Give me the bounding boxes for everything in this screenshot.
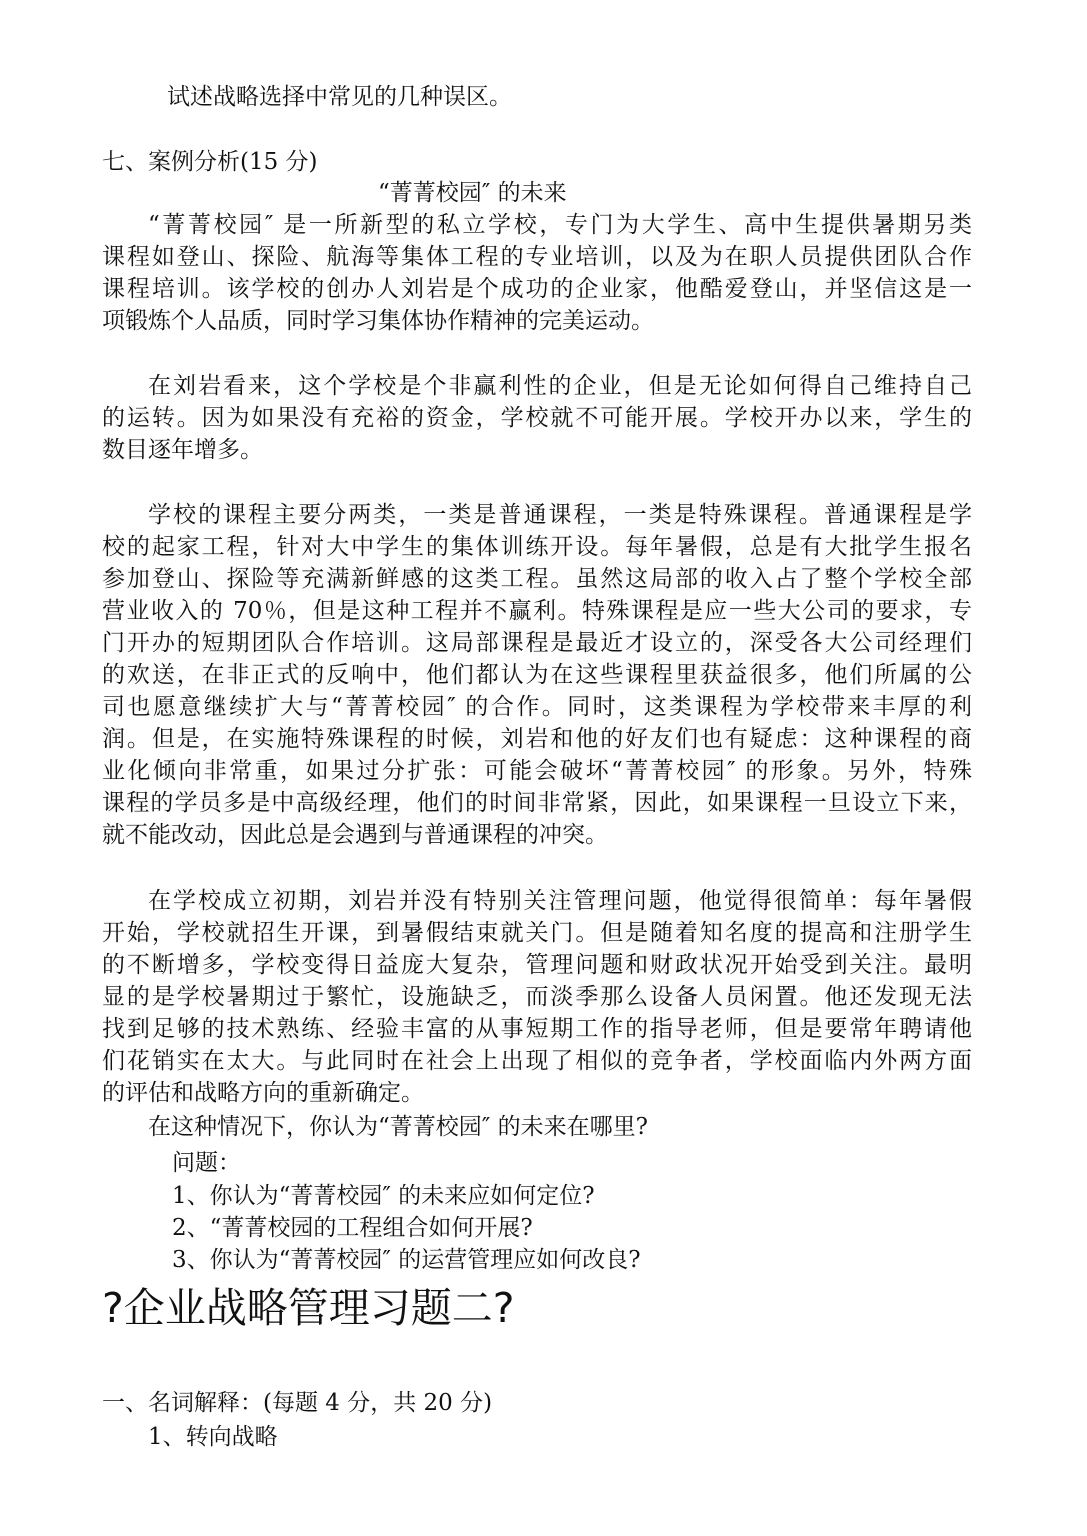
paragraph-3-line-4: 营业收入的 70％，但是这种工程并不赢利。特殊课程是应一些大公司的要求，专	[102, 598, 972, 624]
closing-question: 在这种情况下，你认为“菁菁校园″ 的未来在哪里?	[148, 1114, 648, 1140]
question-2: 2、“菁菁校园的工程组合如何开展?	[172, 1215, 533, 1241]
paragraph-3-line-5: 门开办的短期团队合作培训。这局部课程是最近才设立的，深受各大公司经理们	[102, 630, 972, 656]
paragraph-3-line-2: 校的起家工程，针对大中学生的集体训练开设。每年暑假，总是有大批学生报名	[102, 534, 972, 560]
paragraph-4-line-6: 们花销实在太大。与此同时在社会上出现了相似的竞争者，学校面临内外两方面	[102, 1048, 972, 1074]
question-1: 1、你认为“菁菁校园″ 的未来应如何定位?	[172, 1183, 595, 1209]
paragraph-2-line-1: 在刘岩看来，这个学校是个非赢利性的企业，但是无论如何得自己维持自己	[148, 373, 972, 399]
paragraph-4-line-7: 的评估和战略方向的重新确定。	[102, 1080, 424, 1106]
paragraph-3-line-9: 业化倾向非常重，如果过分扩张：可能会破坏“菁菁校园″ 的形象。另外，特殊	[102, 758, 972, 784]
paragraph-3-line-10: 课程的学员多是中高级经理，他们的时间非常紧，因此，如果课程一旦设立下来，	[102, 790, 972, 816]
review-question-line: 试述战略选择中常见的几种误区。	[167, 84, 512, 110]
exercise-2-title: ?企业战略管理习题二?	[102, 1284, 515, 1332]
paragraph-4-line-5: 找到足够的技术熟练、经验丰富的从事短期工作的指导老师，但是要常年聘请他	[102, 1016, 972, 1042]
section-1-heading: 一、名词解释：(每题 4 分，共 20 分)	[102, 1390, 493, 1416]
section-7-heading: 七、案例分析(15 分)	[102, 149, 318, 175]
paragraph-4-line-3: 的不断增多，学校变得日益庞大复杂，管理问题和财政状况开始受到关注。最明	[102, 952, 972, 978]
paragraph-4-line-1: 在学校成立初期，刘岩并没有特别关注管理问题，他觉得很简单：每年暑假	[148, 888, 972, 914]
term-item-1: 1、转向战略	[148, 1424, 278, 1450]
paragraph-3-line-8: 润。但是，在实施特殊课程的时候，刘岩和他的好友们也有疑虑：这种课程的商	[102, 726, 972, 752]
paragraph-4-line-2: 开始，学校就招生开课，到暑假结束就关门。但是随着知名度的提高和注册学生	[102, 920, 972, 946]
paragraph-1-line-1: “菁菁校园″ 是一所新型的私立学校，专门为大学生、高中生提供暑期另类	[148, 212, 972, 238]
questions-label: 问题：	[172, 1150, 241, 1176]
paragraph-1-line-2: 课程如登山、探险、航海等集体工程的专业培训，以及为在职人员提供团队合作	[102, 244, 972, 270]
paragraph-3-line-11: 就不能改动，因此总是会遇到与普通课程的冲突。	[102, 822, 608, 848]
paragraph-1-line-3: 课程培训。该学校的创办人刘岩是个成功的企业家，他酷爱登山，并坚信这是一	[102, 276, 972, 302]
case-title: “菁菁校园″ 的未来	[378, 180, 567, 206]
paragraph-4-line-4: 显的是学校暑期过于繁忙，设施缺乏，而淡季那么设备人员闲置。他还发现无法	[102, 984, 972, 1010]
paragraph-3-line-1: 学校的课程主要分两类，一类是普通课程，一类是特殊课程。普通课程是学	[148, 502, 972, 528]
paragraph-2-line-2: 的运转。因为如果没有充裕的资金，学校就不可能开展。学校开办以来，学生的	[102, 405, 972, 431]
question-3: 3、你认为“菁菁校园″ 的运营管理应如何改良?	[172, 1247, 641, 1273]
paragraph-3-line-3: 参加登山、探险等充满新鲜感的这类工程。虽然这局部的收入占了整个学校全部	[102, 566, 972, 592]
paragraph-1-line-4: 项锻炼个人品质，同时学习集体协作精神的完美运动。	[102, 308, 654, 334]
paragraph-2-line-3: 数目逐年增多。	[102, 437, 263, 463]
paragraph-3-line-7: 司也愿意继续扩大与“菁菁校园″ 的合作。同时，这类课程为学校带来丰厚的利	[102, 694, 972, 720]
paragraph-3-line-6: 的欢送，在非正式的反响中，他们都认为在这些课程里获益很多，他们所属的公	[102, 662, 972, 688]
